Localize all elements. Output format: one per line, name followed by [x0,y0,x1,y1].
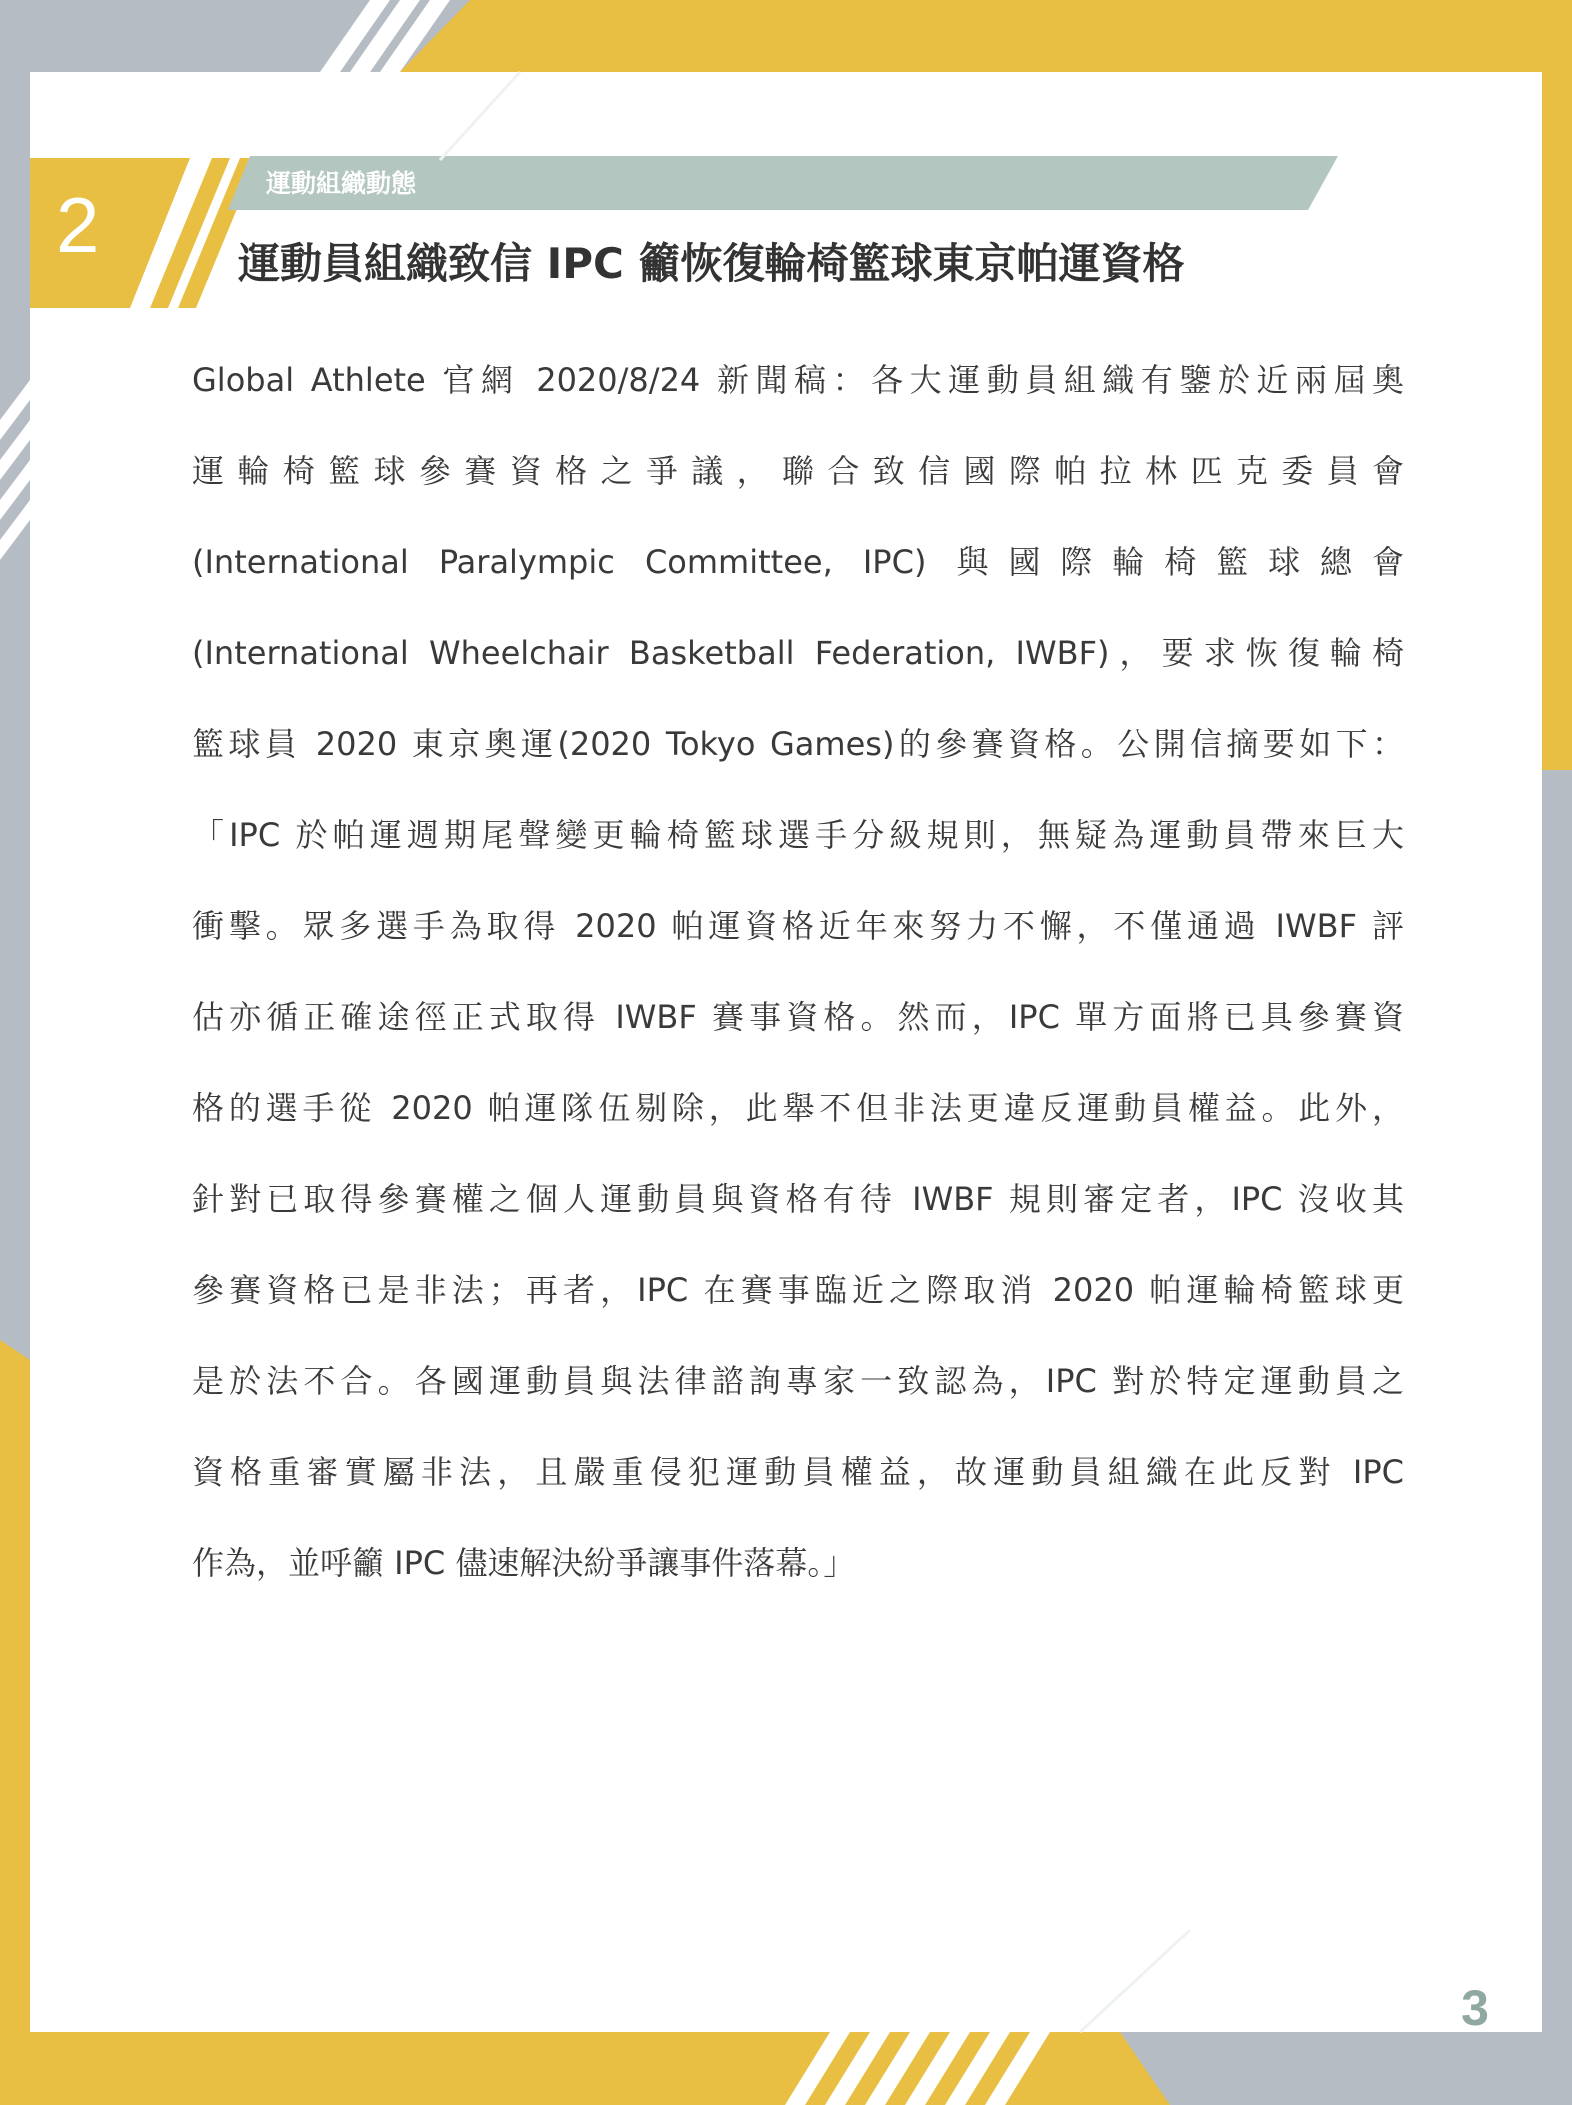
body-line: 是於法不合。各國運動員與法律諮詢專家一致認為，IPC 對於特定運動員之 [192,1362,1404,1400]
section-number: 2 [56,181,100,269]
light-streak-top [440,72,520,160]
body-line: 格的選手從 2020 帕運隊伍剔除，此舉不但非法更違反運動員權益。此外， [192,1089,1404,1127]
body-line: 「IPC 於帕運週期尾聲變更輪椅籃球選手分級規則，無疑為運動員帶來巨大 [192,816,1404,854]
body-line: (International Wheelchair Basketball Federation, IWBF)，要求恢復輪椅 [192,634,1404,672]
light-streak-bottom [1080,1930,1190,2032]
category-label: 運動組織動態 [266,169,417,198]
body-line: 資格重審實屬非法，且嚴重侵犯運動員權益，故運動員組織在此反對 IPC [192,1453,1404,1491]
page-number: 3 [1461,1980,1489,2036]
body-line: 估亦循正確途徑正式取得 IWBF 賽事資格。然而，IPC 單方面將已具參賽資 [192,998,1404,1036]
body-line: 運輪椅籃球參賽資格之爭議，聯合致信國際帕拉林匹克委員會 [192,452,1404,490]
body-line: 籃球員 2020 東京奧運(2020 Tokyo Games)的參賽資格。公開信摘要如下： [192,725,1404,763]
body-line: 針對已取得參賽權之個人運動員與資格有待 IWBF 規則審定者，IPC 沒收其 [192,1180,1404,1218]
body-line: 衝擊。眾多選手為取得 2020 帕運資格近年來努力不懈，不僅通過 IWBF 評 [192,907,1404,945]
body-line: 參賽資格已是非法；再者，IPC 在賽事臨近之際取消 2020 帕運輪椅籃球更 [192,1271,1404,1309]
body-line: Global Athlete 官網 2020/8/24 新聞稿：各大運動員組織有鑒於近兩屆奧 [192,361,1404,399]
article-body [192,350,1404,1624]
body-line: (International Paralympic Committee, IPC) 與國際輪椅籃球總會 [192,543,1404,581]
body-line: 作為，並呼籲 IPC 儘速解決紛爭讓事件落幕。」 [192,1544,856,1582]
article-title: 運動員組織致信 IPC 籲恢復輪椅籃球東京帕運資格 [238,239,1185,288]
